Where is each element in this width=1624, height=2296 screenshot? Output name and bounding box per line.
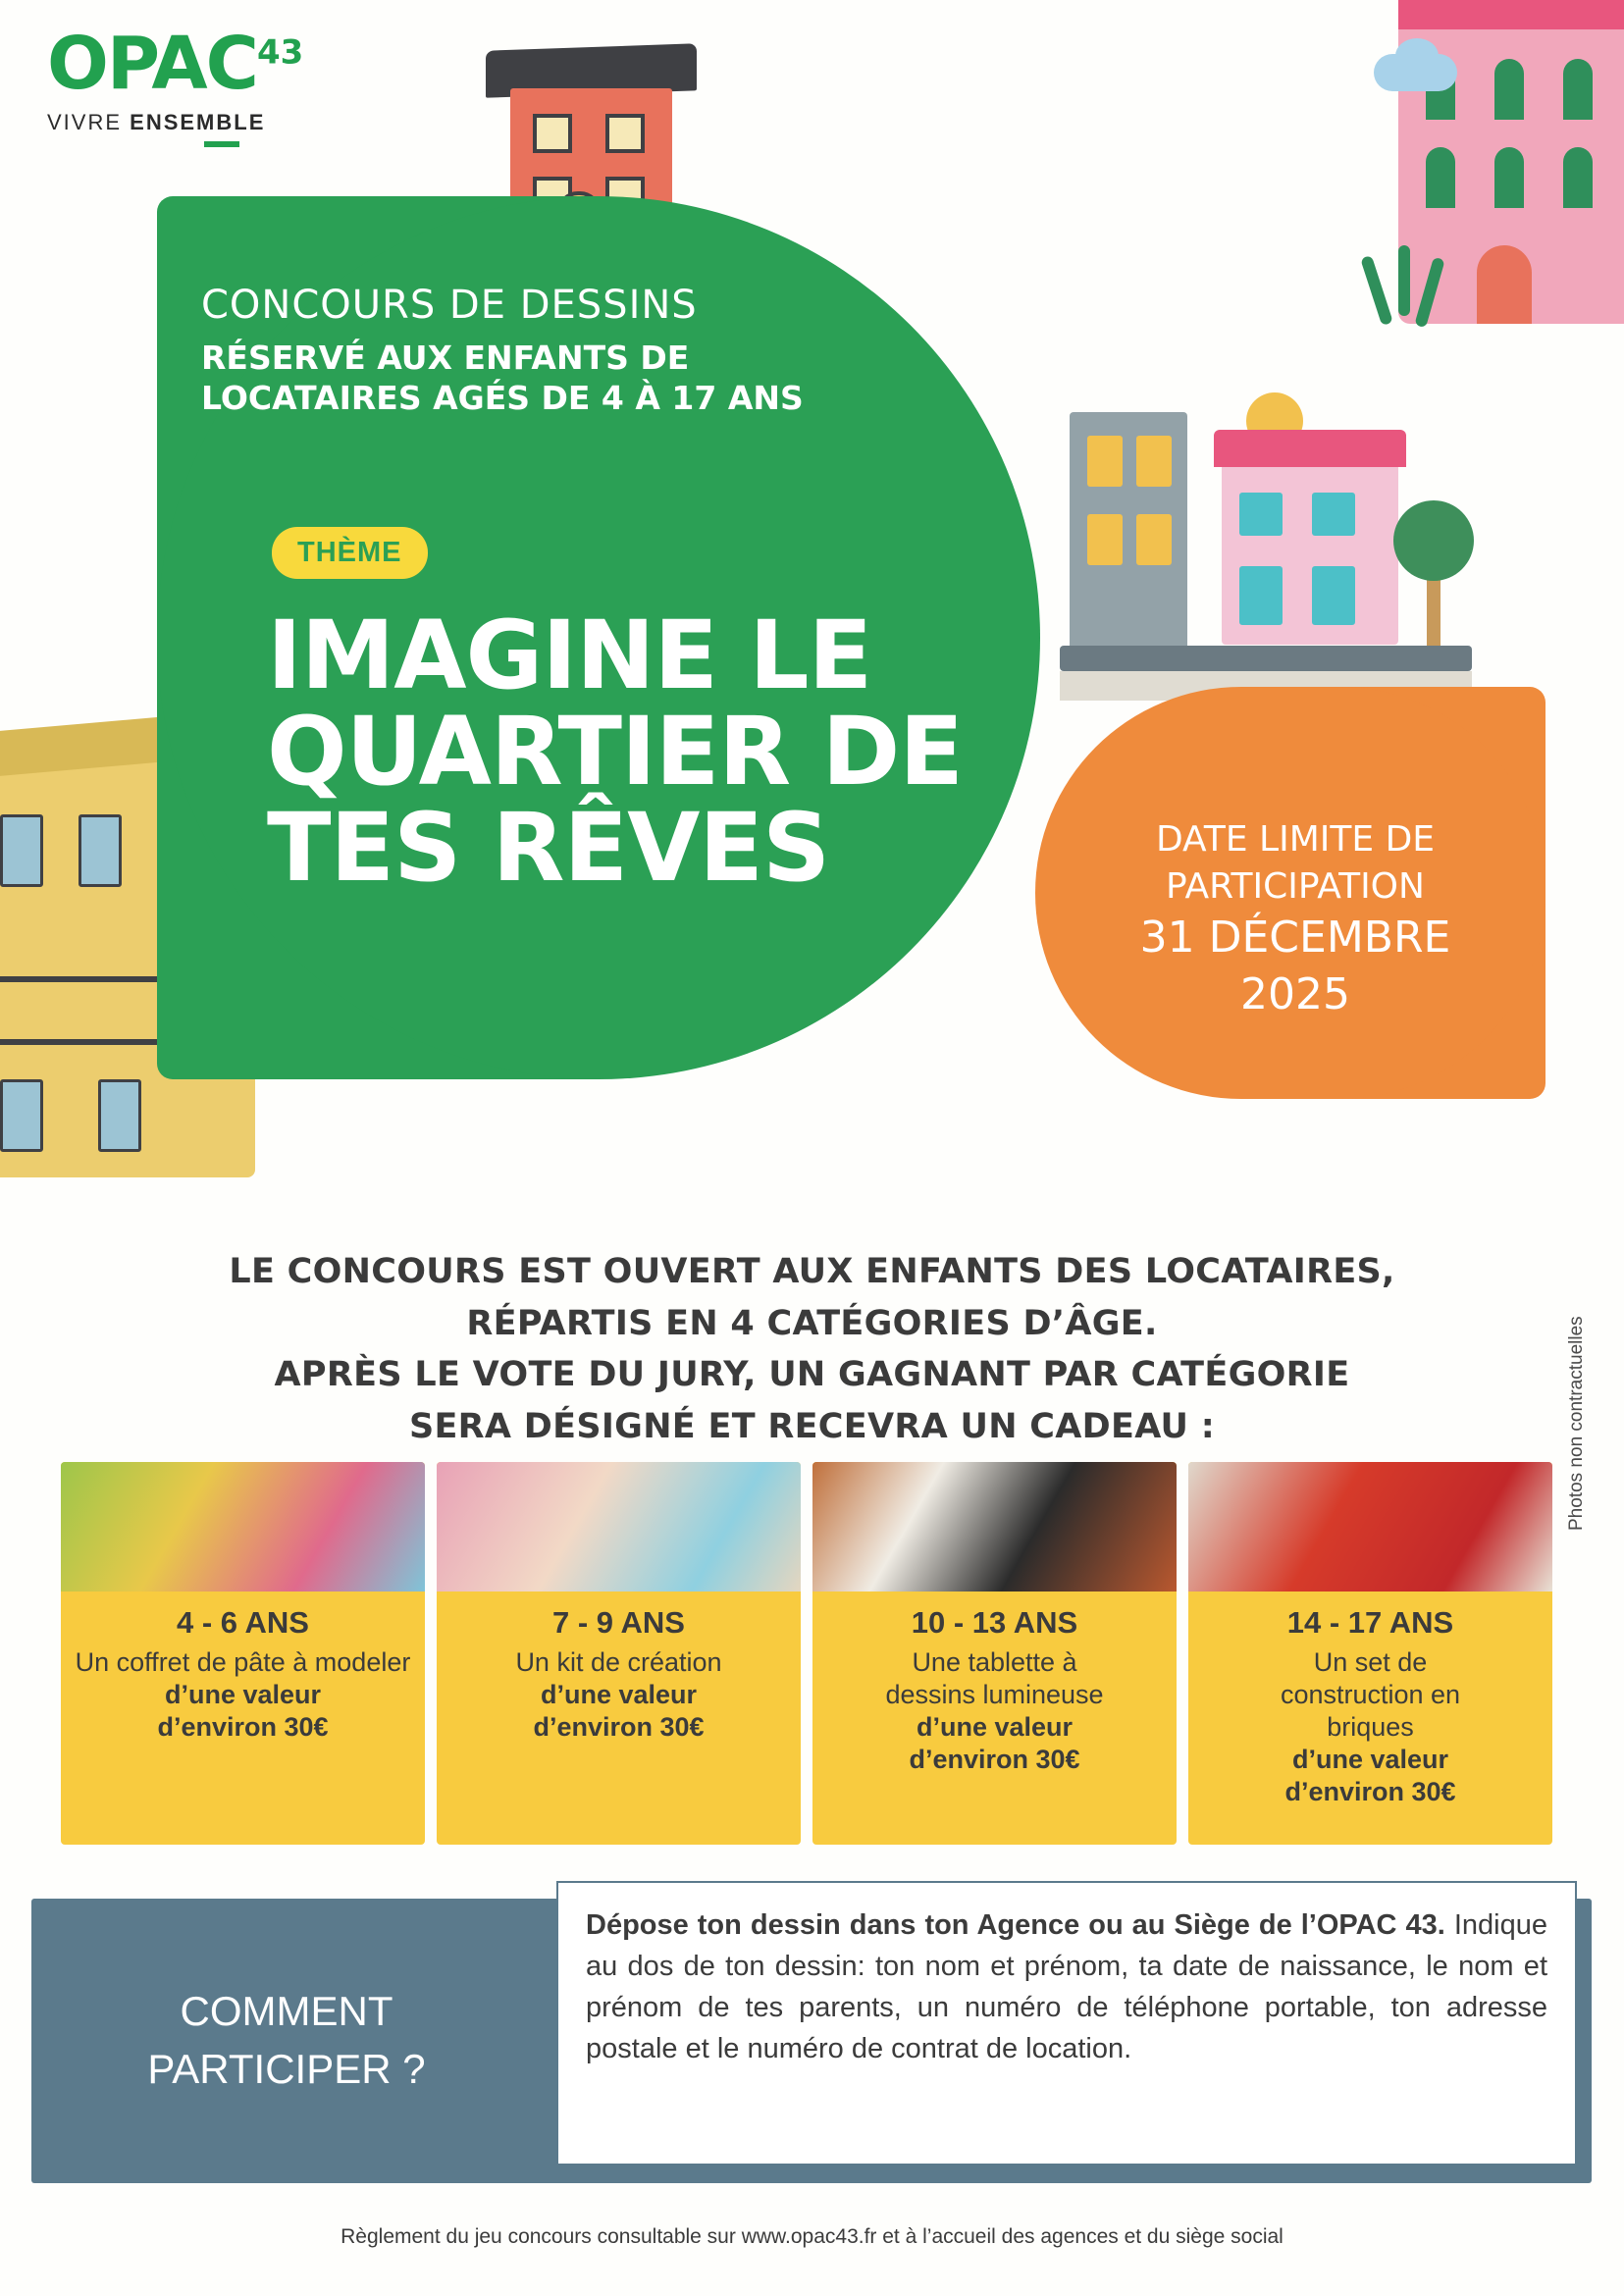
deadline-block (1065, 816, 1526, 1023)
red-house-window (533, 114, 572, 153)
pink-building-window (1494, 59, 1524, 120)
yellow-house-shutter (0, 1079, 43, 1152)
prize-desc-light: Un set de construction en briques (1280, 1647, 1461, 1742)
logo-tagline-bold: ENSEMBLE (130, 110, 266, 134)
tree-foliage (1393, 500, 1474, 581)
plant-illustration (1361, 235, 1449, 343)
how-to-participate-box (556, 1881, 1577, 2166)
tablette-lumineuse-photo (812, 1462, 1177, 1592)
prize-desc-light: Un kit de création (515, 1647, 722, 1677)
logo-tagline-light: VIVRE (47, 110, 131, 134)
yellow-house-shutter (0, 814, 43, 887)
prize-desc-light: Un coffret de pâte à modeler (75, 1647, 411, 1677)
how-body-text: Indique au dos de ton dessin: ton nom et prénom, ta date de naissance, le nom et prénom de tes parents, un numéro de téléphone portable, ton adresse postale et le numéro de contrat de location. (586, 1909, 1547, 2065)
red-house-window (605, 114, 645, 153)
prize-age-range: 10 - 13 ANS (911, 1605, 1078, 1640)
opac-logo (47, 22, 400, 147)
plant-leaf (1360, 255, 1393, 326)
prize-card (812, 1462, 1177, 1845)
photos-disclaimer: Photos non contractuelles (1566, 1316, 1587, 1531)
cloud-icon (1374, 54, 1457, 91)
intro-paragraph: LE CONCOURS EST OUVERT AUX ENFANTS DES LOCATAIRES, RÉPARTIS EN 4 CATÉGORIES D’ÂGE. APRÈS LE VOTE DU JURY, UN GAGNANT PAR CATÉGORIE SERA DÉSIGNÉ ET RECEVRA UN CADEAU : (229, 1252, 1395, 1446)
pate-a-modeler-photo (61, 1462, 425, 1592)
pink-house (1222, 463, 1398, 645)
logo-wordmark (47, 22, 400, 106)
yellow-house-shutter (98, 1079, 141, 1152)
prize-description (1200, 1646, 1541, 1808)
prize-desc-bold: d’une valeur d’environ 30€ (909, 1711, 1080, 1774)
deadline-date: 31 DÉCEMBRE (1139, 913, 1451, 964)
logo-name: OPAC (47, 22, 257, 106)
pink-house-window (1312, 493, 1355, 536)
theme-badge: THÈME (272, 527, 428, 579)
prize-cards (61, 1462, 1552, 1845)
prize-card (437, 1462, 801, 1845)
kit-creation-photo (437, 1462, 801, 1592)
prize-desc-light: Une tablette à dessins lumineuse (885, 1647, 1104, 1709)
prize-card-body (1188, 1592, 1552, 1826)
pink-house-door (1239, 566, 1283, 625)
how-to-participate-section (31, 1899, 1592, 2183)
pink-building-door (1477, 245, 1532, 324)
briques-construction-photo (1188, 1462, 1552, 1592)
pink-house-roof (1214, 430, 1406, 467)
plant-leaf (1398, 245, 1410, 316)
tower-window (1136, 514, 1172, 565)
prize-age-range: 7 - 9 ANS (552, 1605, 685, 1640)
deadline-year: 2025 (1240, 969, 1350, 1020)
pink-house-window (1312, 566, 1355, 625)
logo-superscript: 43 (256, 32, 304, 73)
prize-card (1188, 1462, 1552, 1845)
prize-card-body (437, 1592, 801, 1761)
prize-desc-bold: d’une valeur d’environ 30€ (533, 1679, 705, 1742)
pink-house-window (1239, 493, 1283, 536)
tower-window (1136, 436, 1172, 487)
pink-building-band (1398, 0, 1624, 29)
header-block (201, 283, 888, 419)
prize-card (61, 1462, 425, 1845)
prize-description (824, 1646, 1165, 1776)
pink-building-window (1563, 147, 1593, 208)
grey-tower (1070, 412, 1187, 657)
prize-desc-bold: d’une valeur d’environ 30€ (157, 1679, 329, 1742)
contest-kicker: CONCOURS DE DESSINS (201, 283, 698, 328)
logo-dash (204, 141, 239, 147)
yellow-house-shutter (79, 814, 122, 887)
how-to-participate-title: COMMENT PARTICIPER ? (147, 1988, 426, 2092)
prize-desc-bold: d’une valeur d’environ 30€ (1284, 1744, 1456, 1806)
pink-building-window (1494, 147, 1524, 208)
tower-window (1087, 514, 1123, 565)
footer-rules-note: Règlement du jeu concours consultable sur www.opac43.fr et à l’accueil des agences et du siège social (341, 2225, 1283, 2248)
prize-age-range: 4 - 6 ANS (177, 1605, 309, 1640)
pink-building-window (1563, 59, 1593, 120)
tower-window (1087, 436, 1123, 487)
contest-eligibility: RÉSERVÉ AUX ENFANTS DE LOCATAIRES AGÉS DE 4 À 17 ANS (201, 339, 804, 418)
street-curb (1060, 646, 1472, 671)
plant-leaf (1414, 257, 1444, 329)
prize-card-body (61, 1592, 425, 1761)
prize-description (73, 1646, 413, 1744)
prize-card-body (812, 1592, 1177, 1794)
prize-age-range: 14 - 17 ANS (1286, 1605, 1454, 1640)
deadline-label: DATE LIMITE DE PARTICIPATION (1155, 819, 1436, 907)
page-title: IMAGINE LE QUARTIER DE TES RÊVES (267, 600, 963, 903)
prize-description (448, 1646, 789, 1744)
pink-building-window (1426, 147, 1455, 208)
logo-tagline (47, 110, 400, 135)
how-first-line: Dépose ton dessin dans ton Agence ou au Siège de l’OPAC 43. (586, 1909, 1445, 1941)
